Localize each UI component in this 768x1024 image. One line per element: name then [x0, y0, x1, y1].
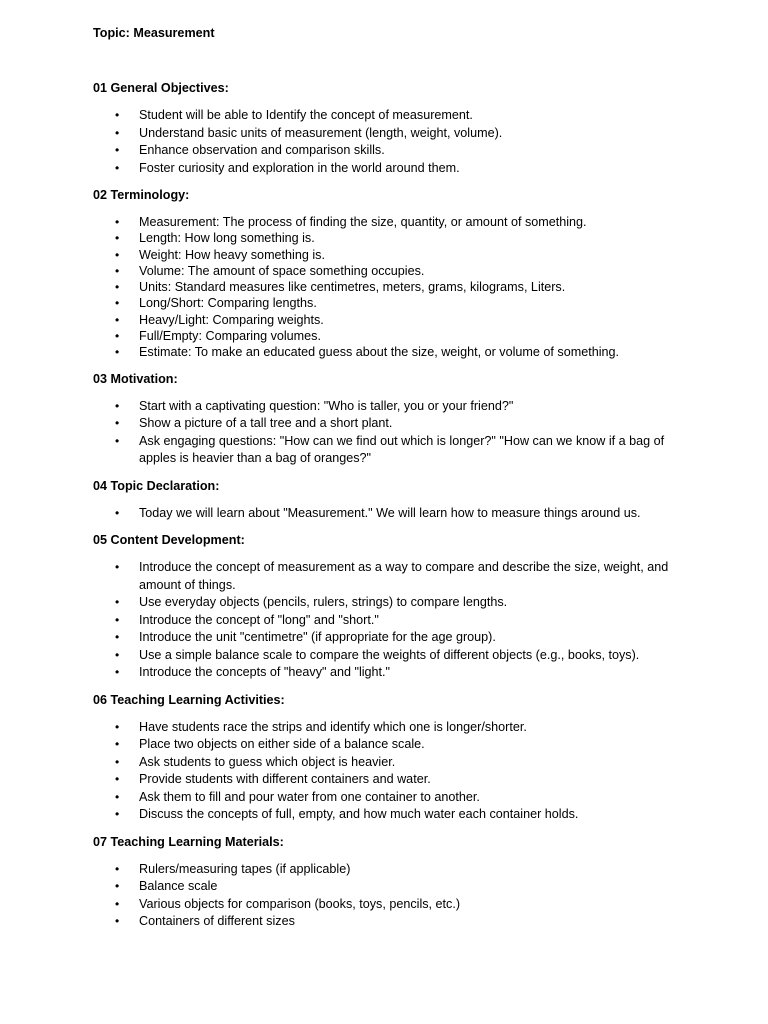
list-item: • Introduce the concept of measurement as a way to compare and describe the size, weight, and amount of things.: [115, 560, 669, 592]
list-item: • Introduce the unit "centimetre" (if appropriate for the age group).: [93, 629, 683, 647]
section-teaching-learning-materials: [93, 834, 683, 931]
list-item: • Various objects for comparison (books, toys, pencils, etc.): [93, 896, 683, 914]
bullet-icon: •: [115, 595, 120, 610]
bullet-icon: •: [115, 647, 120, 662]
bullet-icon: •: [115, 247, 120, 262]
list-item: • Introduce the concept of "long" and "short.": [93, 612, 683, 630]
list-item: • Show a picture of a tall tree and a short plant.: [93, 415, 683, 433]
list-item: • Units: Standard measures like centimetres, meters, grams, kilograms, Liters.: [115, 280, 566, 295]
bullet-icon: •: [115, 861, 120, 876]
bullet-icon: •: [115, 789, 120, 804]
list-item: • Rulers/measuring tapes (if applicable): [93, 861, 683, 879]
list-item: • Balance scale: [93, 878, 683, 896]
list-item: • Understand basic units of measurement (length, weight, volume).: [93, 125, 683, 143]
list-item: • Today we will learn about "Measurement." We will learn how to measure things around us.: [93, 505, 683, 523]
bullet-icon: •: [115, 143, 120, 157]
section-heading: 07 Teaching Learning Materials:: [93, 834, 284, 849]
list-item: • Foster curiosity and exploration in the world around them.: [93, 160, 683, 178]
section-topic-declaration: [93, 478, 683, 523]
bullet-icon: •: [115, 345, 120, 360]
bullet-icon: •: [115, 329, 120, 344]
list-item: • Length: How long something is.: [115, 231, 315, 246]
list-item: • Long/Short: Comparing lengths.: [115, 296, 317, 311]
bullet-icon: •: [115, 231, 120, 246]
bullet-list: [93, 505, 683, 523]
bullet-list: [93, 559, 683, 682]
list-item: • Full/Empty: Comparing volumes.: [115, 329, 321, 344]
list-item: • Volume: The amount of space something occupies.: [115, 263, 425, 278]
list-item: • Use a simple balance scale to compare the weights of different objects (e.g., books, toys).: [93, 647, 683, 665]
section-motivation: [93, 371, 683, 468]
bullet-list: [93, 861, 683, 931]
bullet-icon: •: [115, 108, 120, 122]
bullet-icon: •: [115, 160, 120, 175]
bullet-list: [93, 214, 683, 361]
bullet-icon: •: [115, 312, 120, 327]
list-item: • Enhance observation and comparison skills.: [93, 142, 683, 160]
bullet-icon: •: [115, 807, 120, 822]
list-item: • Ask engaging questions: "How can we find out which is longer?" "How can we know if a bag of apples is heavier than a bag of oranges?": [115, 433, 665, 466]
list-item: • Place two objects on either side of a balance scale.: [93, 736, 683, 754]
section-heading: 03 Motivation:: [93, 371, 178, 386]
bullet-icon: •: [115, 433, 120, 448]
bullet-icon: •: [115, 612, 120, 627]
list-item: • Weight: How heavy something is.: [115, 247, 325, 262]
bullet-list: [93, 719, 683, 824]
bullet-icon: •: [115, 896, 120, 911]
document-body: [93, 80, 683, 941]
bullet-list: [93, 107, 683, 177]
list-item: • Student will be able to Identify the concept of measurement.: [93, 107, 683, 125]
section-teaching-learning-activities: [93, 692, 683, 824]
bullet-icon: •: [115, 754, 120, 769]
section-heading: 04 Topic Declaration:: [93, 478, 220, 493]
bullet-icon: •: [115, 914, 120, 929]
bullet-icon: •: [115, 125, 120, 140]
list-item: • Ask students to guess which object is heavier.: [93, 754, 683, 772]
section-content-development: [93, 532, 683, 682]
list-item: • Heavy/Light: Comparing weights.: [115, 312, 324, 327]
list-item: • Introduce the concepts of "heavy" and "light.": [93, 664, 683, 682]
bullet-icon: •: [115, 505, 120, 520]
bullet-icon: •: [115, 737, 120, 752]
bullet-icon: •: [115, 296, 120, 311]
bullet-icon: •: [115, 416, 120, 431]
list-item: • Have students race the strips and identify which one is longer/shorter.: [93, 719, 683, 737]
section-general-objectives: [93, 80, 683, 177]
bullet-icon: •: [115, 665, 120, 680]
section-heading: 06 Teaching Learning Activities:: [93, 692, 285, 707]
list-item: • Measurement: The process of finding the size, quantity, or amount of something.: [115, 215, 587, 229]
bullet-icon: •: [115, 280, 120, 295]
bullet-icon: •: [115, 630, 120, 645]
bullet-icon: •: [115, 398, 120, 413]
list-item: • Discuss the concepts of full, empty, and how much water each container holds.: [93, 806, 683, 824]
section-heading: 05 Content Development:: [93, 533, 245, 548]
list-item: • Estimate: To make an educated guess about the size, weight, or volume of something.: [115, 345, 620, 360]
list-item: • Start with a captivating question: "Who is taller, you or your friend?": [93, 398, 683, 416]
list-item: • Use everyday objects (pencils, rulers, strings) to compare lengths.: [93, 594, 683, 612]
section-terminology: [93, 187, 683, 361]
section-heading: 01 General Objectives:: [93, 81, 229, 95]
page-title: Topic: Measurement: [93, 26, 215, 40]
bullet-icon: •: [115, 560, 120, 575]
bullet-icon: •: [115, 719, 120, 734]
list-item: • Ask them to fill and pour water from one container to another.: [93, 789, 683, 807]
bullet-icon: •: [115, 879, 120, 894]
bullet-list: [93, 398, 683, 468]
bullet-icon: •: [115, 263, 120, 278]
bullet-icon: •: [115, 772, 120, 787]
bullet-icon: •: [115, 215, 120, 229]
section-heading: 02 Terminology:: [93, 188, 190, 202]
list-item: • Containers of different sizes: [93, 913, 683, 931]
list-item: • Provide students with different containers and water.: [93, 771, 683, 789]
